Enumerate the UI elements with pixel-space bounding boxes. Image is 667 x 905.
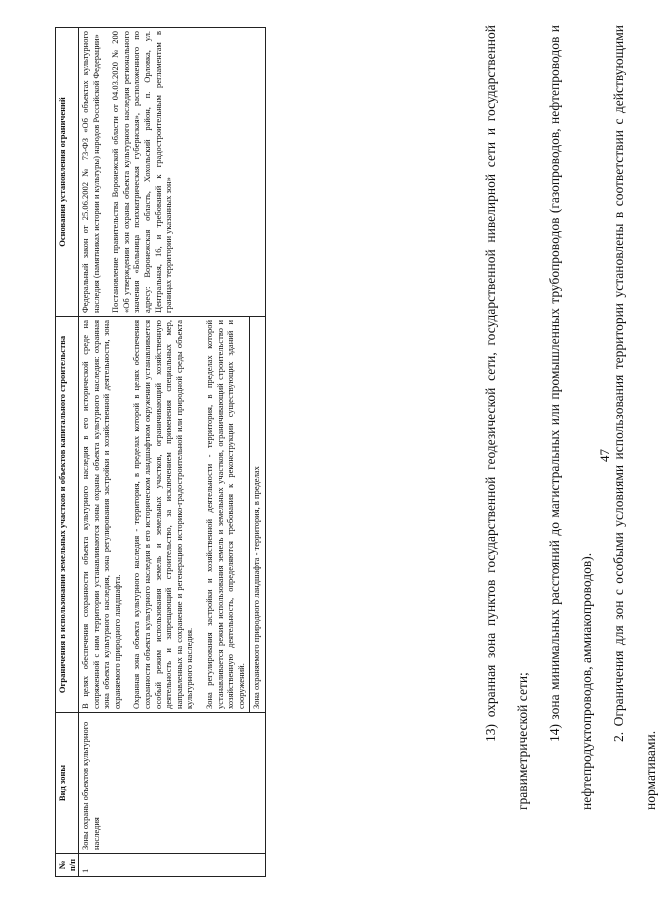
header-grounds: Основания установления ограничений bbox=[56, 28, 79, 317]
restriction-paragraph: Зона охраняемого природного ландшафта - территория, в пределах bbox=[251, 466, 262, 709]
table-row bbox=[79, 28, 250, 877]
cell-restrictions-continued bbox=[250, 317, 266, 713]
header-restrictions: Ограничения в использовании земельных участков и объектов капитального строительства bbox=[56, 317, 79, 713]
restriction-paragraph: Охранная зона объекта культурного наследия - территория, в пределах которой в целях обеспечения сохранности объекта культурного наследия в его историческом ландшафтном окружении устанавливается особый режим использования земель и земельных участков, ограничивающий хозяйственную деятельность и запрещающий строительство, за исключением применения специальных мер, направленных на сохранение и регенерацию историко-градостроительной или природной среды объекта культурного наследия. bbox=[131, 320, 195, 709]
list-item-14: 14) зона минимальных расстояний до магистральных или промышленных трубопроводов (газопроводов, нефтепроводов и нефтепродуктопроводов, аммиакопроводов). bbox=[547, 25, 594, 810]
cell-grounds bbox=[79, 28, 266, 317]
table-header-row bbox=[56, 28, 79, 877]
paragraph-2: 2. Ограничения для зон с особыми условиями использования территории установлены в соответствии с действующими нормативами. bbox=[611, 25, 658, 810]
page-number: 47 bbox=[597, 449, 612, 462]
list-item-13: 13) охранная зона пунктов государственной геодезической сети, государственной нивелирной сети и государственной гравиметрической сети; bbox=[483, 25, 530, 810]
intro-text bbox=[475, 25, 667, 810]
restriction-paragraph: В целях обеспечения сохранности объекта культурного наследия в его исторической среде на сопряженной с ним территории устанавливаются зоны охраны объекта культурного наследия: охранная зона объекта культурного наследия, зона регулирования застройки и хозяйственной деятельности, зона охраняемого природного ландшафта. bbox=[80, 320, 122, 709]
header-num: № п/п bbox=[56, 854, 79, 877]
grounds-paragraph: Постановление правительства Воронежской области от 04.03.2020 № 200 «Об утверждении зон охраны объекта культурного наследия регионального значения «Больница психиатрическая губернская», расположенного по адресу: Воронежская область, Хохольский район, п. Орловка, ул. Центральная, 16, и требований к градостроительным регламентам в границах территории указанных зон» bbox=[110, 31, 174, 313]
cell-zone-type: Зоны охраны объектов культурного наследия bbox=[79, 713, 266, 854]
grounds-paragraph: Федеральный закон от 25.06.2002 № 73-ФЗ «Об объектах культурного наследия (памятниках истории и культуры) народов Российской Федерации» bbox=[80, 31, 101, 313]
restriction-paragraph: Зона регулирования застройки и хозяйственной деятельности - территория, в пределах которой устанавливается режим использования земель и земельных участков, ограничивающий строительство и хозяйственную деятельность, определяются требования к реконструкции существующих зданий и сооружений. bbox=[203, 320, 246, 709]
restrictions-table bbox=[55, 27, 266, 877]
cell-num: 1 bbox=[79, 854, 266, 877]
cell-restrictions bbox=[79, 317, 250, 713]
header-zone-type: Вид зоны bbox=[56, 713, 79, 854]
